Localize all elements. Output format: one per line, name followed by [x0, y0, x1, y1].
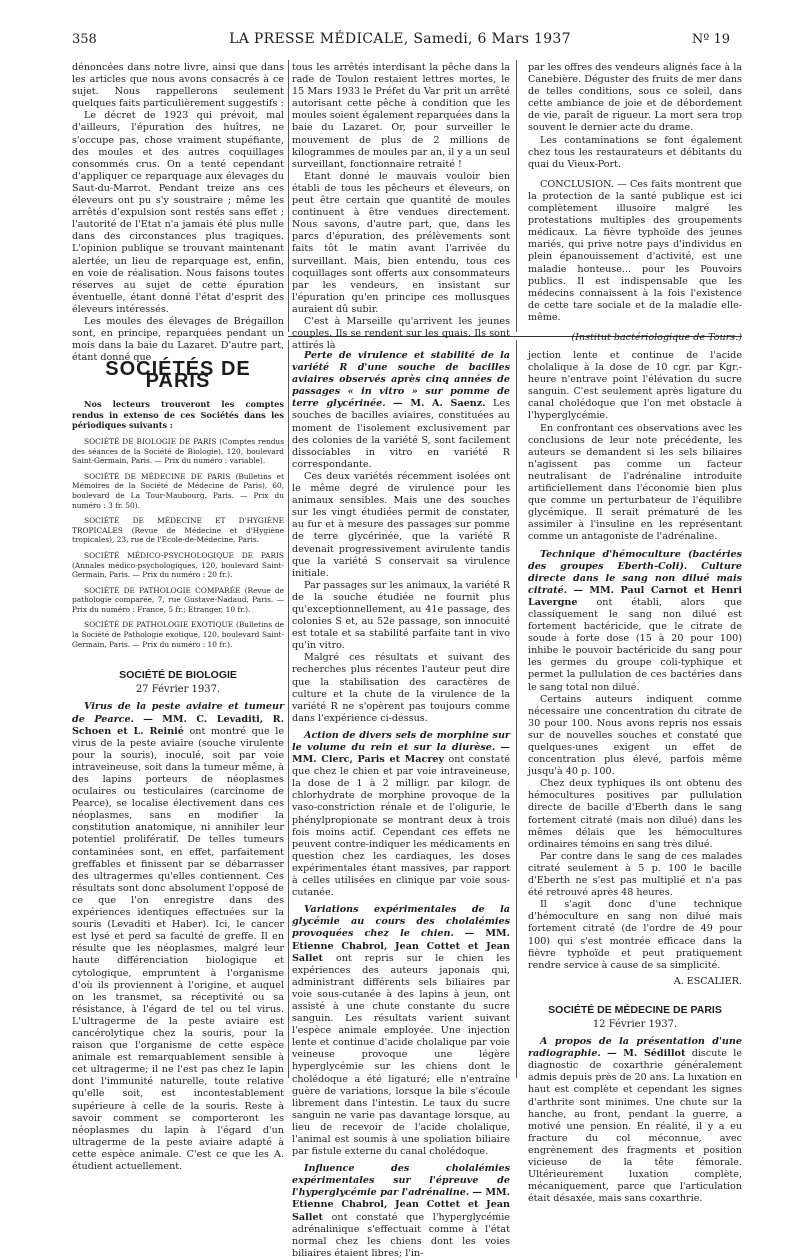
paragraph: Les moules des élevages de Brégaillon sont, en principe, reparquées pendant un mois dans la baie du Lazaret. D'autre part, étant donné que	[72, 315, 284, 364]
society-entry: SOCIÉTÉ DE MÉDECINE DE PARIS (Bulletins et Mémoires de la Société de Médecine de Paris), 60, boulevard de La Tour-Maubourg, Paris. — Prix du numéro : 3 fr. 50).	[72, 471, 284, 510]
article-title: Technique d'hémoculture (bactéries des groupes Eberth-Coli). Culture directe dans le sang non dilué mais citraté.	[528, 548, 742, 596]
article-body: Les souches de bacilles aviaires, constituées au moment de l'isolement exclusivement par des colonies de la variété S, sont facilement dissociables in vitro en variété R correspondante.	[292, 398, 511, 470]
top-column-1	[72, 62, 284, 364]
article-authors: — MM. Etienne Chabrol, Jean Cottet et Jean Sallet	[292, 1187, 510, 1223]
article-title: Variations expérimentales de la glycémie au cours des cholalémies provoquées chez le chien.	[292, 904, 510, 940]
article-authors: — MM. Paul Carnot et Henri Lavergne	[528, 584, 742, 608]
paragraph: jection lente et continue de l'acide cholalique à la dose de 10 cgr. par Kgr.-heure n'entrave point l'élévation du sucre sanguin. C'est seulement après ligature du canal cholédoque que l'on met obstacle à l'hyperglycémie.	[528, 350, 742, 422]
article-body: ont constaté que l'hyperglycémie adrénalinique s'effectuait comme à l'état normal chez les chiens dont les voies biliaires étaient libres; l'in-	[292, 1211, 510, 1259]
article-body: discute le diagnostic de coxarthrie généralement admis depuis près de 20 ans. La luxation en haut est complète et cependant les signes d'arthrite sont minimes. Une chute sur la hanche, au front, pendant la guerre, a motivé une pension. En réalité, il y a eu fracture du col méconnue, avec engrènement des fragments et position vicieuse de la tête fémorale. Ultérieurement luxation complète, mécaniquement, parce que l'articulation était désaxée, mais sans coxarthrie.	[528, 1048, 742, 1205]
article-title: A propos de la présentation d'une radiographie.	[528, 1036, 742, 1060]
article-authors: — MM. Clerc, Paris et Macrey	[292, 742, 510, 766]
article-body: ont établi, alors que classiquement le sang non dilué est fortement bactéricide, que le citrate de soude à forte dose (15 à 20 pour 100) inhibe le pouvoir bactéricide du sang pour les germes du groupe coli-typhique et permet la pullulation de ces bactéries dans le sang total non dilué.	[528, 596, 742, 693]
section-title: SOCIÉTÉS DE PARIS	[105, 358, 251, 393]
society-title: SOCIÉTÉ DE BIOLOGIE	[119, 669, 237, 682]
paragraph: Etant donné le mauvais vouloir bien établi de tous les pêcheurs et éleveurs, on peut être certain que quantité de moules continuent à être vendues directement. Nous savons, d'autre part, que, dans les parcs d'épuration, des prélèvements sont faits tôt le matin avant l'arrivée du surveillant. Mais, bien entendu, tous ces coquillages sont offerts aux consommateurs par les vendeurs, en insistant sur l'épuration qu'en principe ces mollusques auraient dû subir.	[292, 170, 510, 315]
article-body: ont repris sur le chien les expériences des auteurs japonais qui, administrant différents sels biliaires par voie sous-cutanée à des lapins à jeun, ont assisté à une chute constante du sucre sanguin. Les résultats varient suivant l'espèce animale employée. Une injection lente et continue d'acide cholalique par voie veineuse provoque une légère hyperglycémie sur les chiens dont le cholédoque a été ligaturé; elle n'entraîne guère de variations, lorsque la bile s'écoule librement dans l'intestin. Le taux du sucre sanguin ne varie pas davantage lorsque, au lieu de recevoir de l'acide cholalique, l'animal est soumis à une spoliation biliaire par fistule externe du canal cholédoque.	[292, 952, 510, 1158]
paragraph: dénoncées dans notre livre, ainsi que dans les articles que nous avons consacrés à ce sujet. Nous rappellerons seulement quelques faits particulièrement suggestifs :	[72, 62, 284, 110]
society-entry: SOCIÉTÉ DE MÉDECINE ET D'HYGIÈNE TROPICALES (Revue de Médecine et d'Hygiène tropicales), 23, rue de l'Ecole-de-Médecine, Paris.	[72, 516, 284, 545]
paragraph: Les contaminations se font également chez tous les restaurateurs et débitants du quai du Vieux-Port.	[528, 134, 742, 170]
bottom-column-1	[72, 345, 284, 1172]
article-title: Influence des cholalémies expérimentales sur l'épreuve de l'hyperglycémie par l'adrénaline.	[292, 1163, 510, 1199]
paragraph: C'est à Marseille qu'arrivent les jeunes couples. Ils se rendent sur les quais. Ils sont attirés là	[292, 315, 510, 352]
article-authors: — M. A. Saenz.	[393, 398, 486, 410]
paragraph: Par contre dans le sang de ces malades citraté seulement à 5 p. 100 le bacille d'Eberth ne s'est pas multiplié et n'a pas été retrouvé après 48 heures.	[528, 850, 742, 899]
paragraph: Malgré ces résultats et suivant des recherches plus récentes l'auteur peut dire que la stabilisation des caractères de culture et la chute de la virulence de la variété R ne s'opèrent pas toujours comme dans l'expérience ci-dessus.	[292, 652, 510, 724]
society-title: SOCIÉTÉ DE MÉDECINE DE PARIS	[548, 1003, 722, 1016]
top-column-2	[292, 62, 510, 352]
paragraph: Le décret de 1923 qui prévoit, mal d'ailleurs, l'épuration des huîtres, ne s'occupe pas, chose vraiment stupéfiante, des moules et des autres coquillages consommés crus. On a tenté cependant d'appliquer ce reparquage aux élevages du Saut-du-Marrot. Pendant treize ans ces éleveurs ont pu s'y soustraire ; même les arrêtés d'expulsion sont restés sans effet ; l'autorité de l'Etat n'a jamais été plus nulle dans des circonstances plus tragiques. L'opinion publique se trouvant maintenant alertée, un lieu de reparquage est, enfin, en voie de réalisation. Nous faisons toutes réserves au sujet de cette épuration éventuelle, étant donné l'état d'esprit des éleveurs intéressés.	[72, 110, 284, 315]
journal-title: LA PRESSE MÉDICALE, Samedi, 6 Mars 1937	[229, 31, 571, 47]
author-signature: A. ESCALIER.	[673, 975, 742, 987]
society-entry: SOCIÉTÉ MÉDICO-PSYCHOLOGIQUE DE PARIS (Annales médico-psychologiques, 120, boulevard Saint-Germain, Paris. — Prix du numéro : 20 fr.).	[72, 550, 284, 580]
article-body: ont constaté que chez le chien et par voie intraveineuse, la dose de 1 à 2 milligr. par kilogr. de chlorhydrate de morphine provoque de la vaso-constriction rénale et de l'oligurie, le phénylpropionate se montrant deux à trois fois moins actif. Cependant ces effets ne peuvent contre-indiquer les médicaments en question chez les cardiaques, les doses expérimentales étant massives, par rapport à celles utilisées en clinique par voie sous-cutanée.	[292, 754, 510, 899]
societes-intro: Nos lecteurs trouveront les comptes rendus in extenso de ces Sociétés dans les périodiques suivants :	[72, 399, 284, 431]
article-authors: — MM. C. Levaditi, R. Schoen et L. Reinié	[72, 713, 284, 737]
session-date: 27 Février 1937.	[135, 684, 221, 696]
top-column-3	[528, 62, 742, 343]
paragraph: En confrontant ces observations avec les conclusions de leur note précédente, les auteurs se demandent si les sels biliaires n'agissent pas comme un facteur neutralisant de l'adrénaline introduite artificiellement dans l'économie bien plus que comme un perturbateur de l'équilibre glycémique. Il serait prématuré de les assimiler à l'insuline en les représentant comme un antagoniste de l'adrénaline.	[528, 422, 742, 543]
bottom-column-3	[528, 350, 742, 1205]
article-authors: — MM. Etienne Chabrol, Jean Cottet et Jean Sallet	[292, 928, 510, 964]
column-divider	[288, 340, 289, 1078]
institute-signature: (Institut bactériologique de Tours.)	[571, 331, 742, 343]
issue-number: Nº 19	[691, 32, 730, 47]
society-entry: SOCIÉTÉ DE BIOLOGIE DE PARIS (Comptes rendus des séances de la Société de Biologie), 120, boulevard Saint-Germain, Paris. — Prix du numéro : variable).	[72, 436, 284, 466]
article-title: Virus de la peste aviaire et tumeur de Pearce.	[72, 701, 284, 725]
session-date: 12 Février 1937.	[592, 1018, 678, 1030]
paragraph: Il s'agit donc d'une technique d'hémoculture en sang non dilué mais fortement citraté (de l'ordre de 49 pour 100) qui s'est montrée efficace dans la fièvre typhoïde et peut pratiquement rendre service à cause de sa simplicité.	[528, 899, 742, 971]
paragraph: Ces deux variétés récemment isolées ont le même degré de virulence pour les animaux sensibles. Mais une des souches sur les vingt étudiées permit de constater, au fur et à mesure des passages sur pomme de terre glycérinée, que la variété R devenait progressivement avirulente tandis que la variété S conservait sa virulence initiale.	[292, 470, 510, 579]
column-divider	[516, 60, 517, 332]
article-title: Perte de virulence et stabilité de la variété R d'une souche de bacilles aviaires observés après cinq années de passages « in vitro » sur pomme de terre glycérinée.	[292, 350, 510, 410]
article-title: Action de divers sels de morphine sur le volume du rein et sur la diurèse.	[292, 729, 510, 753]
bottom-column-2	[292, 350, 511, 1259]
paragraph: Certains auteurs indiquent comme nécessaire une concentration du citrate de 30 pour 100. Nous avons repris nos essais sur de nouvelles souches et constaté que quelques-unes exigent un effet de concentration plus élevé, parfois même jusqu'à 40 p. 100.	[528, 693, 742, 778]
paragraph: tous les arrêtés interdisant la pêche dans la rade de Toulon restaient lettres mortes, le 15 Mars 1933 le Préfet du Var prit un arrêté autorisant cette pêche à condition que les moules soient également reparquées dans la baie du Lazaret. Or, pour surveiller le mouvement de plus de 2 millions de kilogrammes de moules par an, il y a un seul surveillant, fonctionnaire retraité !	[292, 62, 510, 170]
page-number: 358	[72, 32, 97, 47]
paragraph: Par passages sur les animaux, la variété R de la souche étudiée ne fournit plus qu'exceptionnellement, au 41e passage, des colonies S et, au 52e passage, son innocuité est totale et sa stabilité parfaite tant in vivo qu'in vitro.	[292, 579, 510, 652]
society-entry: SOCIÉTÉ DE PATHOLOGIE COMPARÉE (Revue de pathologie comparée, 7, rue Gustave-Nadaud, Paris. — Prix du numéro : France, 5 fr.; Etranger, 10 fr.).	[72, 585, 284, 614]
page-header	[0, 26, 800, 52]
conclusion-paragraph: CONCLUSION. — Ces faits montrent que la protection de la santé publique est ici complètement illusoire malgré les protestations multiples des groupements médicaux. La fièvre typhoïde des jeunes mariés, qui prive notre pays d'individus en plein épanouissement d'activité, est une maladie honteuse... pour les Pouvoirs publics. Il est indispensable que les médecins connaissent à la fois l'existence de cette tare sociale et de la maladie elle-même.	[528, 178, 742, 323]
article-body: ont montré que le virus de la peste aviaire (souche virulente pour la souris), inoculé, soit par voie intraveineuse, soit dans la tumeur même, à des lapins porteurs de néoplasmes oculaires ou testiculaires (carcinome de Pearce), se localise électivement dans ces néoplasmes, sans en modifier la constitution anatomique, ni annihiler leur potentiel prolifératif. De telles tumeurs contaminées sont, en effet, parfaitement greffables et finissent par se débarrasser des ultragermes qu'elles contiennent. Ces résultats sont donc absolument l'opposé de ce que l'on enregistre dans des expériences identiques effectuées sur la souris (Levaditi et Haber). Ici, le cancer est lysé et perd sa faculté de greffe. Il en résulte que les néoplasmes, malgré leur haute différenciation biologique et cytologique, empruntent à l'organisme d'où ils proviennent à l'origine, et auquel on les transmet, sa réceptivité ou sa résistance, à l'égard de tel ou tel virus. L'ultragerme de la peste aviaire est cancérolytique chez la souris, pour la raison que l'organisme de cette espèce animale est remarquablement sensible à cet ultragerme; il ne l'est pas chez le lapin dont l'immunité naturelle, toute relative qu'elle soit, est incontestablement supérieure à celle de la souris. Reste à savoir comment se comporteront les néoplasmes du lapin à l'égard d'un ultragerme de la peste aviaire adapté à cette espèce animale. C'est ce que les A. étudient actuellement.	[72, 725, 284, 1172]
column-divider	[516, 340, 517, 1078]
society-entry: SOCIÉTÉ DE PATHOLOGIE EXOTIQUE (Bulletins de la Société de Pathologie exotique, 120, boulevard Saint-Germain, Paris. — Prix du numéro : 10 fr.).	[72, 620, 284, 649]
paragraph: par les offres des vendeurs alignés face à la Canebière. Déguster des fruits de mer dans de telles conditions, sous ce soleil, dans cette ambiance de joie et de débordement de vie, paraît de rigueur. La mort sera trop souvent le dernier acte du drame.	[528, 62, 742, 134]
article-authors: — M. Sédillot	[607, 1048, 686, 1060]
paragraph: Chez deux typhiques ils ont obtenu des hémocultures positives par pullulation directe de bacille d'Eberth dans le sang fortement citraté (mais non dilué) dans les mêmes délais que les hémocultures ordinaires témoins en sang très dilué.	[528, 778, 742, 850]
column-divider	[288, 60, 289, 332]
